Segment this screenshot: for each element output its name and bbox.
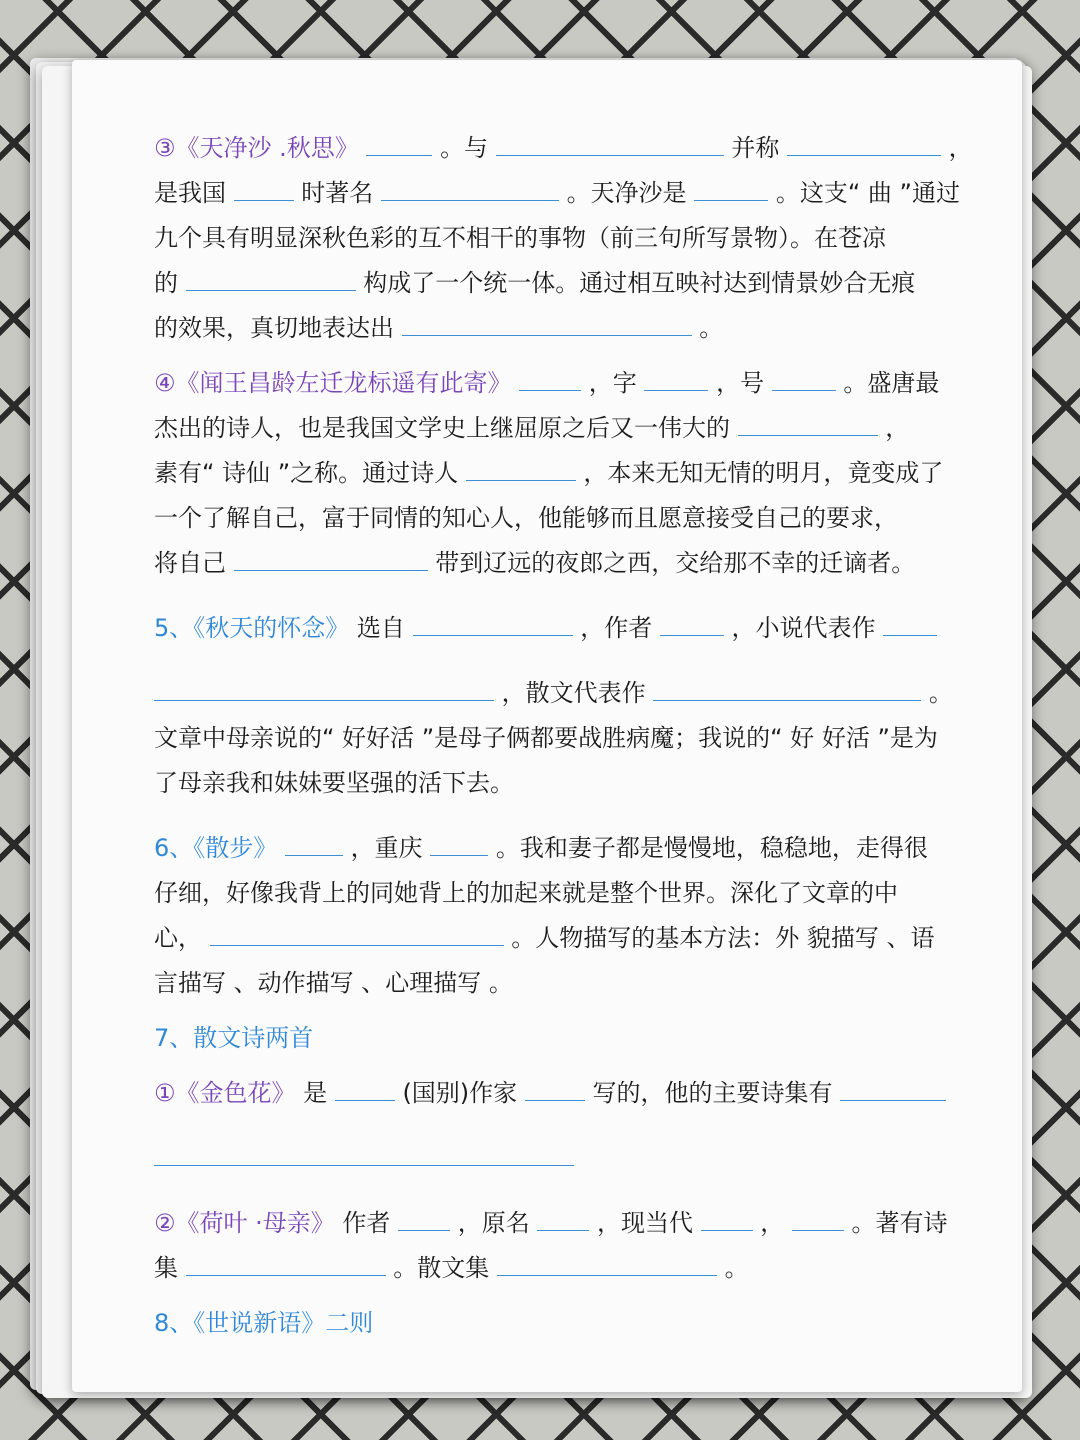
text: 。盛唐最 <box>843 369 940 397</box>
blank <box>413 609 573 636</box>
q7b-line-1 <box>154 1201 948 1246</box>
blank <box>186 264 356 291</box>
text: 心， <box>154 924 202 952</box>
text: ，原名 <box>457 1209 530 1237</box>
text: 是我国 <box>154 179 226 207</box>
q7a-line-1 <box>154 1071 944 1116</box>
q3-line-2 <box>154 171 960 216</box>
q8-heading-line <box>154 1301 944 1346</box>
text: 言描写 、动作描写 、心理描写 。 <box>154 969 513 997</box>
q7-heading-line <box>154 1016 944 1061</box>
blank <box>787 129 941 156</box>
text: 了母亲我和妹妹要坚强的活下去。 <box>154 769 514 797</box>
q6-line-1 <box>154 826 944 871</box>
q4-line-4 <box>154 496 944 541</box>
blank <box>234 174 294 201</box>
blank <box>738 409 878 436</box>
q6-title: 《散步》 <box>193 834 278 862</box>
text: 。 <box>699 314 724 342</box>
q3-line-5 <box>154 306 944 351</box>
text: 。我和妻子都是慢慢地，稳稳地，走得很 <box>495 834 928 862</box>
text: ，小说代表作 <box>731 614 876 642</box>
q8-heading: 8、《世说新语》二则 <box>154 1309 374 1337</box>
q6-line-4 <box>154 961 944 1006</box>
text: ，重庆 <box>350 834 423 862</box>
blank <box>660 609 724 636</box>
text: ，作者 <box>580 614 653 642</box>
q4-title: ④《闻王昌龄左迁龙标遥有此寄》 <box>154 369 512 397</box>
q3-line-4 <box>154 261 944 306</box>
blank <box>234 544 428 571</box>
text: (国别)作家 <box>402 1079 518 1107</box>
text: 带到辽远的夜郎之西，交给那不幸的迁谪者。 <box>435 549 916 577</box>
blank <box>519 364 581 391</box>
blank <box>154 1139 574 1166</box>
text: 文章中母亲说的“ 好好活 ”是母子俩都要战胜病魔；我说的“ 好 好活 ”是为 <box>154 724 938 752</box>
blank <box>701 1204 753 1231</box>
q6-line-3 <box>154 916 944 961</box>
text: 仔细，好像我背上的同她背上的加起来就是整个世界。深化了文章的中 <box>154 879 898 907</box>
text: ，现当代 <box>596 1209 693 1237</box>
blank <box>772 364 836 391</box>
q5-line-4 <box>154 761 944 806</box>
q7b-title: ②《荷叶 ·母亲》 <box>154 1209 335 1237</box>
q5-number: 5、 <box>154 614 194 642</box>
q3-line-3 <box>154 216 944 261</box>
blank <box>285 829 343 856</box>
blank <box>883 609 937 636</box>
q4-line-2 <box>154 406 944 451</box>
q3-line-1 <box>154 126 973 171</box>
text: ，字 <box>588 369 637 397</box>
blank <box>537 1204 589 1231</box>
text: 的 <box>154 269 178 297</box>
q7b-line-2 <box>154 1246 944 1291</box>
q3-title: ③《天净沙 .秋思》 <box>154 134 359 162</box>
blank <box>644 364 708 391</box>
text: ，号 <box>716 369 765 397</box>
blank <box>525 1074 585 1101</box>
text: 作者 <box>342 1209 391 1237</box>
text: 的效果，真切地表达出 <box>154 314 394 342</box>
q7a-line-2 <box>154 1136 944 1181</box>
q4-line-3 <box>154 451 944 496</box>
blank <box>466 454 576 481</box>
blank <box>792 1204 844 1231</box>
blank <box>210 919 504 946</box>
blank <box>366 129 432 156</box>
text: ， <box>760 1209 785 1237</box>
blank <box>430 829 488 856</box>
text: 一个了解自己，富于同情的知心人，他能够而且愿意接受自己的要求， <box>154 504 898 532</box>
q5-title: 《秋天的怀念》 <box>193 614 350 642</box>
blank <box>154 674 494 701</box>
worksheet-page <box>72 60 1022 1392</box>
blank <box>402 309 692 336</box>
text: 。天净沙是 <box>566 179 687 207</box>
text: 。 <box>724 1254 749 1282</box>
blank <box>381 174 559 201</box>
worksheet-content <box>154 126 973 1346</box>
q4-line-5 <box>154 541 944 586</box>
text: 。著有诗 <box>851 1209 948 1237</box>
blank <box>694 174 768 201</box>
q6-line-2 <box>154 871 944 916</box>
text: ，散文代表作 <box>501 679 646 707</box>
blank <box>496 129 724 156</box>
text: 构成了一个统一体。通过相互映衬达到情景妙合无痕 <box>363 269 916 297</box>
text: ，本来无知无情的明月，竟变成了 <box>583 459 944 487</box>
text: 时著名 <box>301 179 374 207</box>
text: 。与 <box>440 134 489 162</box>
blank <box>497 1249 717 1276</box>
q4-line-1 <box>154 361 944 406</box>
q6-number: 6、 <box>154 834 194 862</box>
q5-line-2 <box>154 671 953 716</box>
text: 将自己 <box>154 549 226 577</box>
text: 。这支“ 曲 ”通过 <box>775 179 960 207</box>
text: 。散文集 <box>393 1254 490 1282</box>
text: ， <box>885 414 910 442</box>
text: 。 <box>928 679 953 707</box>
q5-line-3 <box>154 716 944 761</box>
text: 素有“ 诗仙 ”之称。通过诗人 <box>154 459 459 487</box>
text: 选自 <box>356 614 405 642</box>
text: 写的，他的主要诗集有 <box>592 1079 833 1107</box>
q5-line-1 <box>154 606 944 651</box>
text: 并称 <box>731 134 780 162</box>
q7a-title: ①《金色花》 <box>154 1079 296 1107</box>
text: 。人物描写的基本方法：外 貌描写 、语 <box>511 924 935 952</box>
blank <box>840 1074 946 1101</box>
text: 集 <box>154 1254 178 1282</box>
text: 九个具有明显深秋色彩的互不相干的事物（前三句所写景物）。在苍凉 <box>154 224 886 252</box>
text: 是 <box>303 1079 328 1107</box>
blank <box>335 1074 395 1101</box>
blank <box>653 674 921 701</box>
blank <box>186 1249 386 1276</box>
q7-heading: 7、散文诗两首 <box>154 1024 314 1052</box>
text: ， <box>948 134 973 162</box>
blank <box>398 1204 450 1231</box>
text: 杰出的诗人，也是我国文学史上继屈原之后又一伟大的 <box>154 414 730 442</box>
